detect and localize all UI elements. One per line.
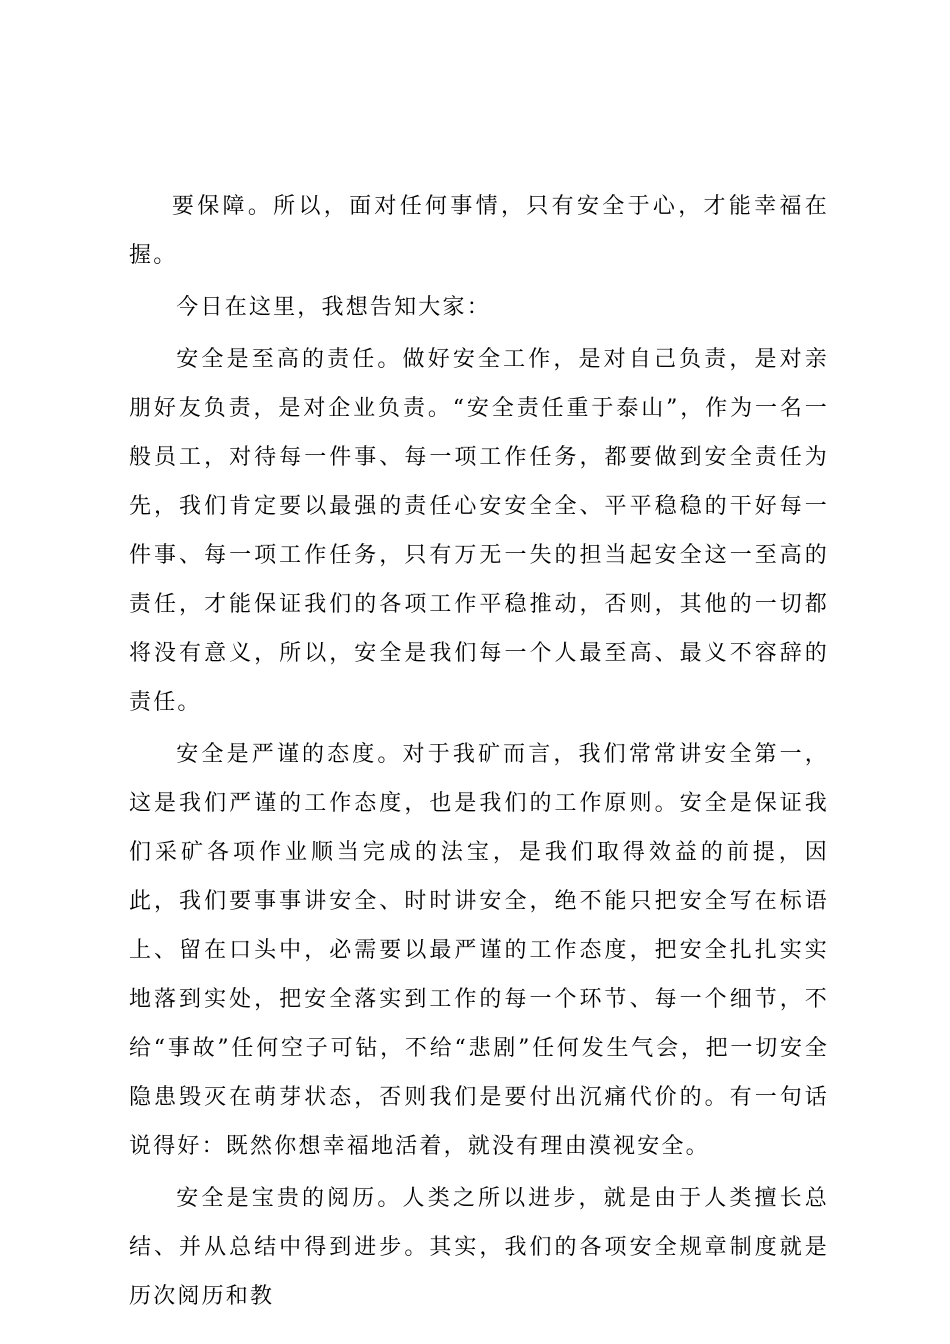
paragraph-safety-responsibility: 安全是至高的责任。做好安全工作，是对自己负责，是对亲朋好友负责，是对企业负责。“安全责任重于泰山”，作为一名一般员工，对待每一件事、每一项工作任务，都要做到安全责任为先，我们肯定要以最强的责任心安安全全、平平稳稳的干好每一件事、每一项工作任务，只有万无一失的担当起安全这一至高的责任，才能保证我们的各项工作平稳推动，否则，其他的一切都将没有意义，所以，安全是我们每一个人最至高、最义不容辞的责任。 (129, 347, 829, 715)
document-body (129, 182, 829, 1321)
paragraph-greeting: 今日在这里，我想告知大家： (176, 295, 491, 320)
paragraph-continuation: 要保障。所以，面对任何事情，只有安全于心，才能幸福在握。 (129, 194, 829, 268)
paragraph-safety-attitude: 安全是严谨的态度。对于我矿而言，我们常常讲安全第一，这是我们严谨的工作态度，也是我们的工作原则。安全是保证我们采矿各项作业顺当完成的法宝，是我们取得效益的前提，因此，我们要事事讲安全、时时讲安全，绝不能只把安全写在标语上、留在口头中，必需要以最严谨的工作态度，把安全扎扎实实地落到实处，把安全落实到工作的每一个环节、每一个细节，不给“事故”任何空子可钻，不给“悲剧”任何发生气会，把一切安全隐患毁灭在萌芽状态，否则我们是要付出沉痛代价的。有一句话说得好：既然你想幸福地活着，就没有理由漠视安全。 (129, 742, 829, 1159)
paragraph-safety-experience: 安全是宝贵的阅历。人类之所以进步，就是由于人类擅长总结、并从总结中得到进步。其实，我们的各项安全规章制度就是历次阅历和教 (129, 1186, 829, 1309)
